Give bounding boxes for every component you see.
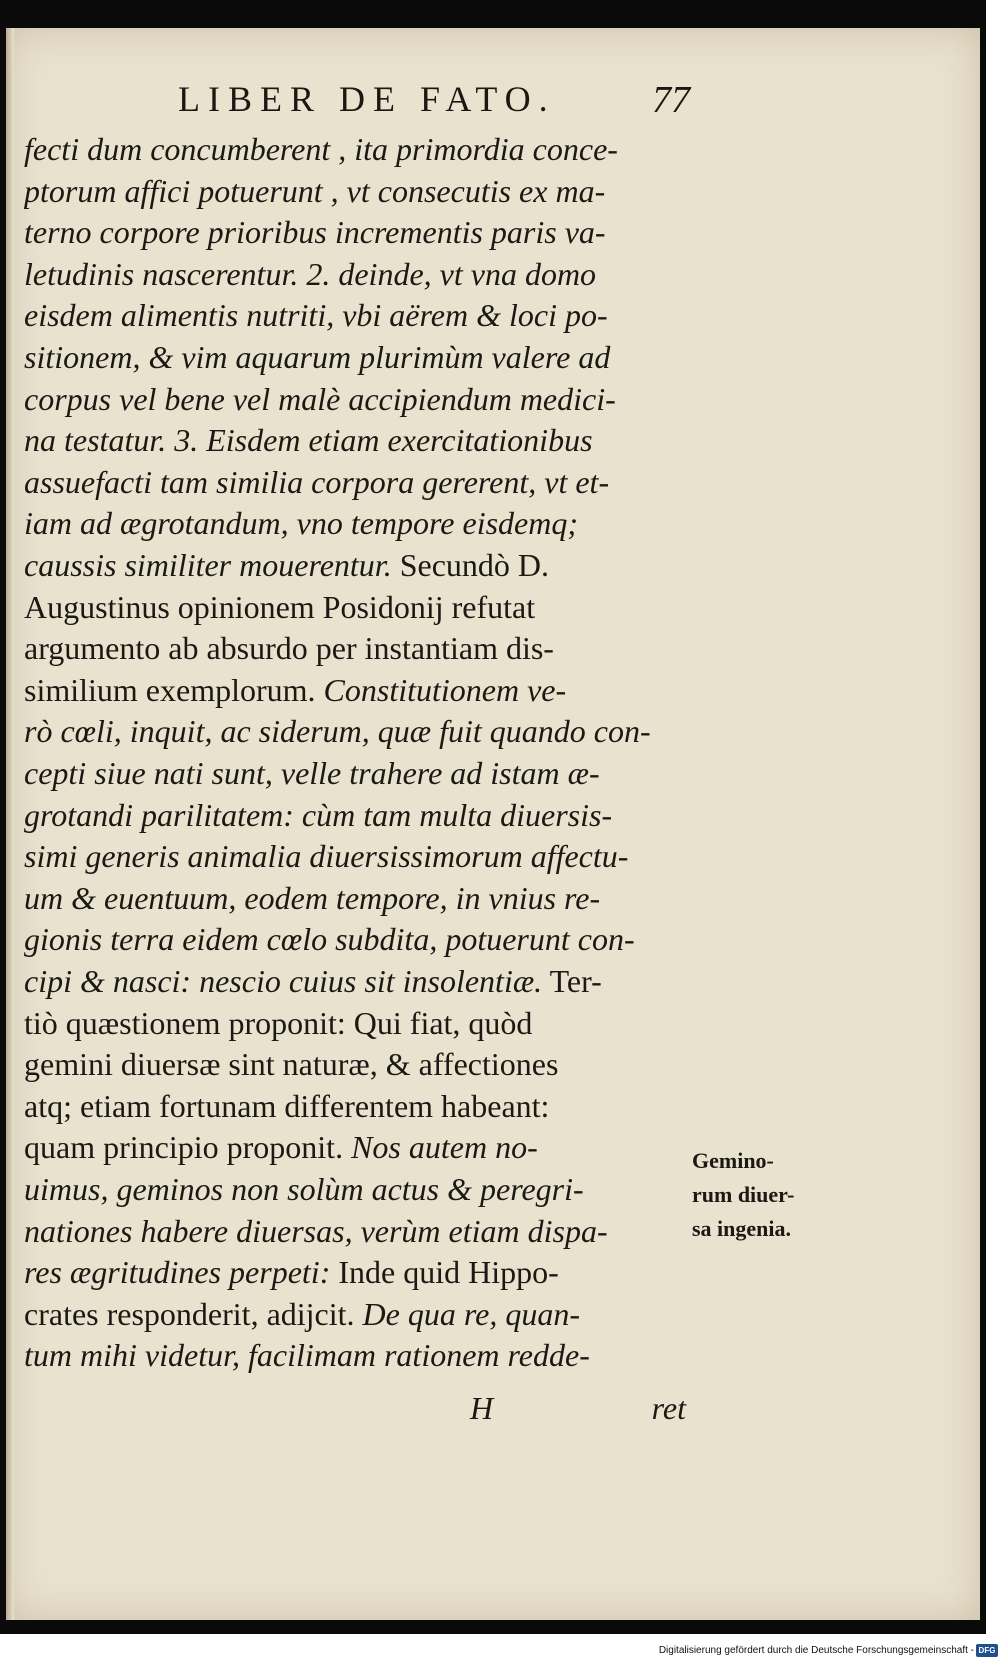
text-segment: caussis similiter mouerentur. <box>24 547 392 583</box>
digitization-credit: Digitalisierung gefördert durch die Deutsche Forschungsgemeinschaft - <box>658 1645 974 1656</box>
text-segment: De qua re, quan- <box>362 1295 580 1332</box>
text-line <box>24 544 684 586</box>
page-gutter-shadow <box>6 28 14 1620</box>
text-segment: eisdem alimentis nutriti, vbi aërem & loci po- <box>24 297 608 334</box>
dfg-logo-text: DFG <box>978 1646 996 1655</box>
text-line <box>24 1002 684 1044</box>
text-segment: tum mihi videtur, facilimam rationem redde- <box>24 1337 590 1374</box>
text-line <box>24 128 684 170</box>
text-segment: tiò quæstionem proponit: Qui fiat, quòd <box>24 1004 533 1041</box>
text-segment: grotandi parilitatem: <box>24 796 302 833</box>
text-segment: Inde quid Hippo- <box>338 1254 559 1291</box>
text-segment: assuefacti tam similia corpora gererent, vt et- <box>24 463 610 500</box>
text-line <box>24 752 684 794</box>
text-line <box>24 170 684 212</box>
text-line <box>24 294 684 336</box>
text-segment: res ægritudines perpeti: <box>24 1254 339 1291</box>
text-segment: gemini diuersæ sint naturæ, & affectiones <box>24 1046 559 1083</box>
text-segment: iam ad ægrotandum, vno tempore eisdemq; <box>24 505 578 542</box>
text-line <box>24 586 684 628</box>
book-page <box>6 28 980 1620</box>
text-segment: Secundò D. <box>391 547 550 583</box>
text-segment: nationes habere diuersas, verùm etiam dispa- <box>24 1212 608 1249</box>
text-segment: um & euentuum, eodem tempore, in vnius re- <box>24 879 601 916</box>
text-line <box>24 877 684 919</box>
text-line <box>24 1168 684 1210</box>
text-line <box>24 1293 684 1335</box>
text-line <box>24 336 684 378</box>
text-line <box>24 794 684 836</box>
text-line <box>24 461 684 503</box>
text-segment: letudinis nascerentur. 2. deinde, vt vna domo <box>24 255 597 292</box>
text-line <box>24 710 684 752</box>
text-line <box>24 960 684 1002</box>
dfg-logo <box>976 1644 998 1657</box>
text-segment: cipi & nasci: nescio cuius sit insolentiæ. <box>24 963 543 999</box>
text-segment: terno corpore prioribus incrementis paris va- <box>24 214 606 251</box>
text-segment: atq; etiam fortunam differentem habeant: <box>24 1087 550 1124</box>
text-line <box>24 1085 684 1127</box>
text-segment: Nos autem no- <box>351 1129 538 1166</box>
text-line <box>24 1334 684 1376</box>
text-line <box>24 669 684 711</box>
text-line <box>24 419 684 461</box>
text-line <box>24 253 684 295</box>
text-segment: Constitutionem ve- <box>323 671 567 708</box>
text-segment: uimus, geminos non solùm actus & peregri- <box>24 1171 584 1207</box>
text-segment: crates responderit, adijcit. <box>24 1295 363 1332</box>
marginal-note <box>692 1144 862 1254</box>
marginal-note-line: Gemino- <box>692 1148 774 1173</box>
text-segment: ptorum affici potuerunt , vt consecutis ex ma- <box>24 172 606 209</box>
text-segment: cùm tam multa diuersis- <box>301 796 613 833</box>
text-segment: simi generis animalia diuersissimorum affectu- <box>24 838 629 875</box>
text-segment: cepti siue nati sunt, velle trahere ad istam æ- <box>24 755 600 791</box>
text-line <box>24 1210 684 1252</box>
text-segment: Ter- <box>542 963 602 999</box>
marginal-note-line: sa ingenia. <box>692 1216 792 1241</box>
text-segment: corpus vel bene vel malè accipiendum medici- <box>24 380 616 417</box>
text-line <box>24 627 684 669</box>
text-line <box>24 1126 684 1168</box>
text-segment: gionis terra eidem cœlo subdita, potuerunt con- <box>24 921 635 958</box>
catchword: ret <box>651 1390 686 1426</box>
text-segment: sitionem, & vim aquarum plurimùm valere ad <box>24 339 611 375</box>
body-text <box>24 128 684 1388</box>
text-segment: fecti dum concumberent , ita primordia conce- <box>24 131 618 167</box>
text-segment: Augustinus opinionem Posidonij refutat <box>24 588 536 625</box>
text-segment: quam principio proponit. <box>24 1129 352 1166</box>
text-segment: similium exemplorum. <box>24 671 324 708</box>
text-segment: na testatur. 3. Eisdem etiam exercitationibus <box>24 422 593 459</box>
text-line <box>24 502 684 544</box>
text-line <box>24 835 684 877</box>
text-line <box>24 1043 684 1085</box>
text-segment: rò cœli, inquit, ac siderum, quæ fuit quando con- <box>24 713 651 750</box>
marginal-note-line: rum diuer- <box>692 1182 795 1207</box>
text-line <box>24 1251 684 1293</box>
text-line <box>24 378 684 420</box>
page-number: 77 <box>652 79 690 121</box>
signature-mark: H <box>470 1390 494 1426</box>
text-line <box>24 918 684 960</box>
running-head: LIBER DE FATO. <box>178 79 556 119</box>
text-segment: argumento ab absurdo per instantiam dis- <box>24 630 554 667</box>
text-line <box>24 211 684 253</box>
